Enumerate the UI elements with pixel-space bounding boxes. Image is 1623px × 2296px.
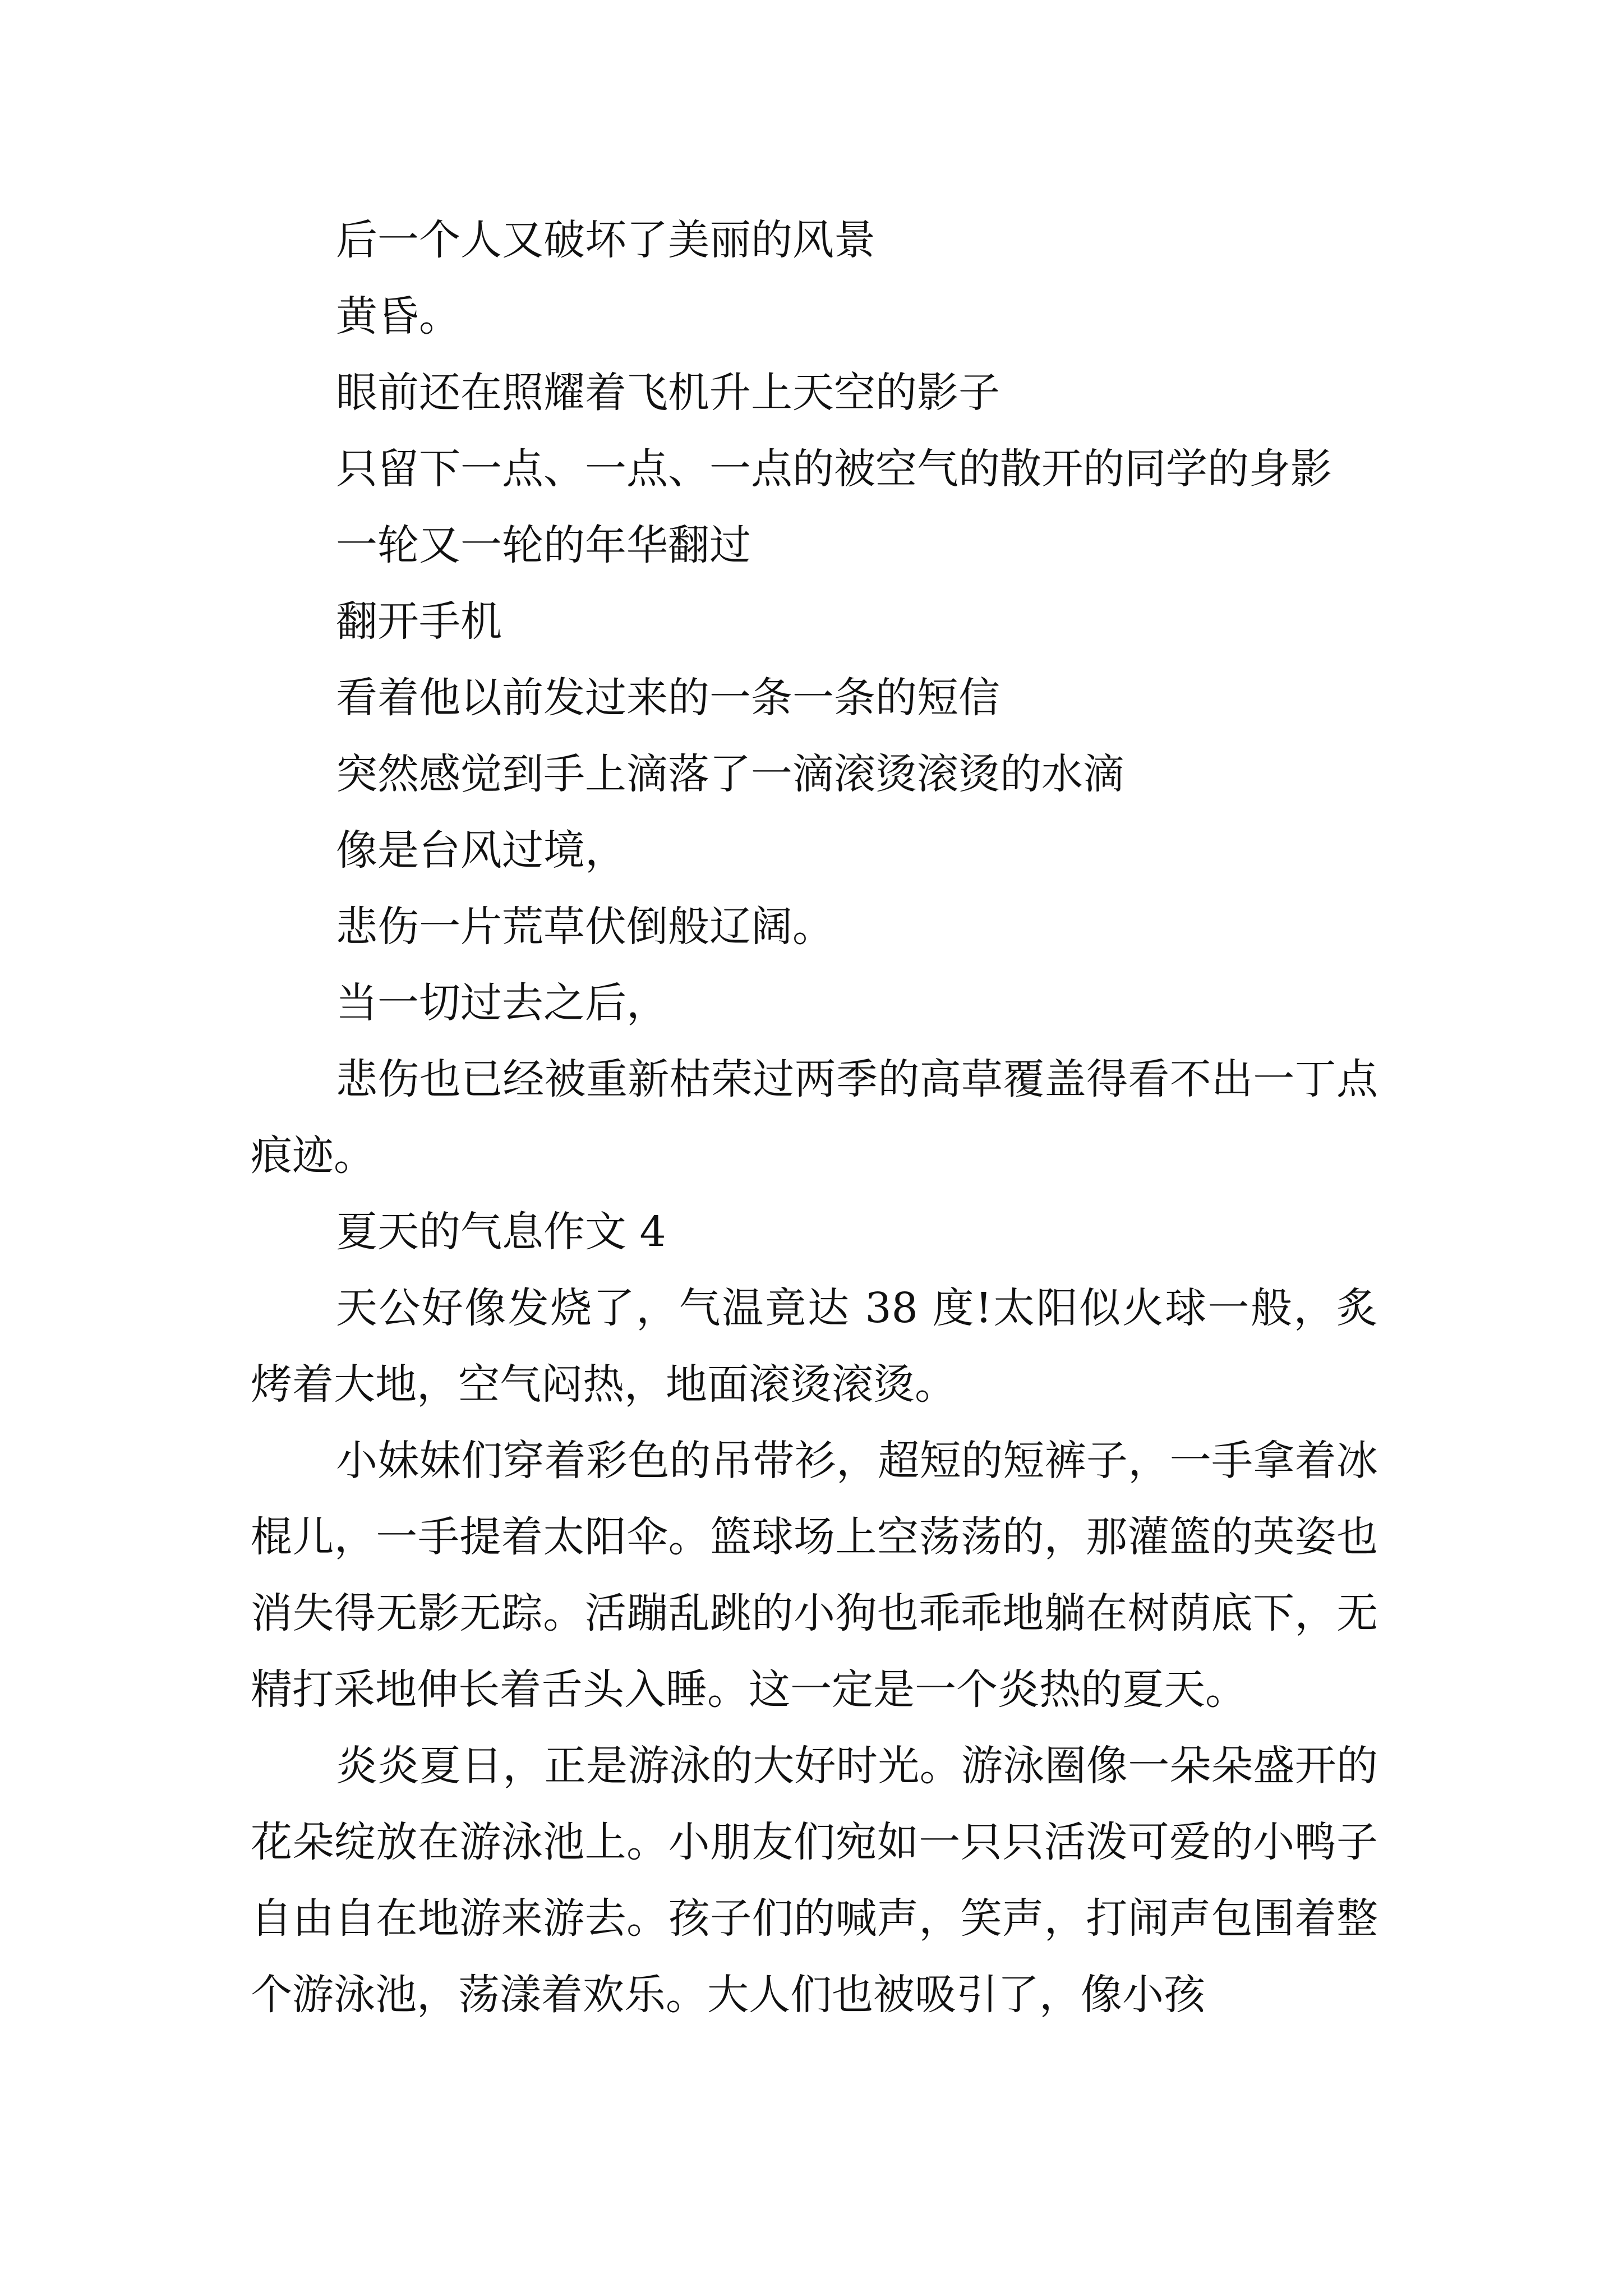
poem-line-9: 像是台风过境， bbox=[336, 826, 626, 875]
poem-line-11: 当一切过去之后， bbox=[336, 979, 668, 1027]
section-heading: 夏天的气息作文 4 bbox=[336, 1208, 666, 1256]
poem-line-6: 翻开手机 bbox=[336, 597, 502, 646]
paragraph-3: 炎炎夏日，正是游泳的大好时光。游泳圈像一朵朵盛开的花朵绽放在游泳池上。小朋友们宛如一只只活泼可爱的小鸭子自由自在地游来游去。孩子们的喊声，笑声，打闹声包围着整个游泳池，荡漾着欢乐。大人们也被吸引了，像小孩 bbox=[251, 1742, 1378, 2019]
poem-line-1: 后一个人又破坏了美丽的风景 bbox=[336, 216, 875, 264]
poem-line-5: 一轮又一轮的年华翻过 bbox=[336, 521, 751, 569]
poem-line-7: 看着他以前发过来的一条一条的短信 bbox=[336, 674, 1000, 722]
poem-line-10: 悲伤一片荒草伏倒般辽阔。 bbox=[336, 903, 834, 951]
poem-line-4: 只留下一点、一点、一点的被空气的散开的同学的身影 bbox=[336, 445, 1332, 493]
poem-line-2: 黄昏。 bbox=[336, 292, 460, 341]
document-body bbox=[251, 202, 1378, 2033]
poem-line-8: 突然感觉到手上滴落了一滴滚烫滚烫的水滴 bbox=[336, 750, 1124, 798]
poem-line-3: 眼前还在照耀着飞机升上天空的影子 bbox=[336, 369, 1000, 417]
poem-last-paragraph: 悲伤也已经被重新枯荣过两季的高草覆盖得看不出一丁点痕迹。 bbox=[251, 1055, 1378, 1180]
paragraph-2: 小妹妹们穿着彩色的吊带衫，超短的短裤子，一手拿着冰棍儿，一手提着太阳伞。篮球场上空荡荡的，那灌篮的英姿也消失得无影无踪。活蹦乱跳的小狗也乖乖地躺在树荫底下，无精打采地伸长着舌头入睡。这一定是一个炎热的夏天。 bbox=[251, 1437, 1378, 1714]
paragraph-1: 天公好像发烧了，气温竟达 38 度!太阳似火球一般，炙烤着大地，空气闷热，地面滚烫滚烫。 bbox=[251, 1284, 1378, 1409]
